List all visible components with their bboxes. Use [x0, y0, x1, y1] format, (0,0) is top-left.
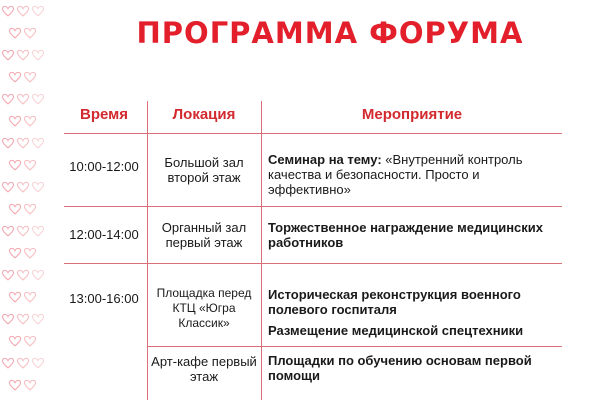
heart-icon	[17, 270, 28, 279]
event-bold-text: Семинар на тему:	[268, 152, 382, 167]
event-cell	[268, 152, 563, 197]
location-cell: Большой зал второй этаж	[164, 155, 244, 185]
heart-icon	[2, 6, 13, 15]
heart-icon	[17, 314, 28, 323]
heart-pattern-decoration	[0, 0, 48, 400]
page-title: ПРОГРАММА ФОРУМА	[136, 16, 524, 50]
heart-icon	[24, 248, 35, 257]
heart-icon	[24, 160, 35, 169]
heart-icon	[2, 226, 13, 235]
heart-icon	[2, 270, 13, 279]
heart-icon	[32, 6, 43, 15]
heart-icon	[17, 50, 28, 59]
heart-icon	[17, 182, 28, 191]
column-header-time: Время	[80, 106, 128, 123]
time-cell: 10:00-12:00	[69, 159, 139, 174]
header-divider	[64, 133, 562, 134]
heart-icon	[9, 28, 20, 37]
heart-icon	[32, 314, 43, 323]
heart-icon	[32, 138, 43, 147]
heart-icon	[32, 94, 43, 103]
heart-icon	[32, 182, 43, 191]
heart-icon	[9, 116, 20, 125]
heart-icon	[9, 336, 20, 345]
heart-icon	[9, 292, 20, 301]
heart-icon	[2, 50, 13, 59]
event-cell: Площадки по обучению основам первой помощи	[268, 353, 532, 383]
event-cell: Историческая реконструкция военного полевого госпиталя	[268, 287, 521, 317]
heart-icon	[2, 182, 13, 191]
time-cell: 12:00-14:00	[69, 227, 139, 242]
heart-icon	[2, 138, 13, 147]
heart-icon	[24, 380, 35, 389]
heart-icon	[2, 94, 13, 103]
event-text: «Внутренний контроль качества и безопасности. Просто и эффективно»	[268, 152, 523, 197]
heart-icon	[17, 6, 28, 15]
heart-icon	[32, 226, 43, 235]
row-divider	[148, 346, 562, 347]
heart-icon	[32, 358, 43, 367]
heart-icon	[17, 226, 28, 235]
heart-icon	[17, 94, 28, 103]
heart-icon	[24, 72, 35, 81]
row-divider	[64, 206, 562, 207]
heart-icon	[9, 160, 20, 169]
heart-icon	[32, 50, 43, 59]
heart-icon	[17, 358, 28, 367]
heart-icon	[17, 138, 28, 147]
heart-icon	[24, 116, 35, 125]
event-cell: Торжественное награждение медицинских работников	[268, 220, 544, 250]
heart-icon	[24, 204, 35, 213]
heart-icon	[9, 380, 20, 389]
column-divider	[261, 101, 262, 400]
heart-icon	[2, 314, 13, 323]
heart-icon	[24, 28, 35, 37]
location-cell: Органный зал первый этаж	[161, 220, 247, 250]
location-cell: Площадка перед КТЦ «Югра Классик»	[156, 286, 252, 330]
time-cell: 13:00-16:00	[69, 291, 139, 306]
heart-icon	[9, 248, 20, 257]
heart-icon	[32, 270, 43, 279]
heart-icon	[9, 204, 20, 213]
heart-icon	[24, 292, 35, 301]
event-cell: Размещение медицинской спецтехники	[268, 323, 524, 338]
row-divider	[64, 263, 562, 264]
column-header-location: Локация	[172, 106, 236, 123]
heart-icon	[24, 336, 35, 345]
column-header-event: Мероприятие	[361, 106, 463, 123]
location-cell: Арт-кафе первый этаж	[151, 354, 257, 384]
heart-icon	[2, 358, 13, 367]
heart-icon	[9, 72, 20, 81]
